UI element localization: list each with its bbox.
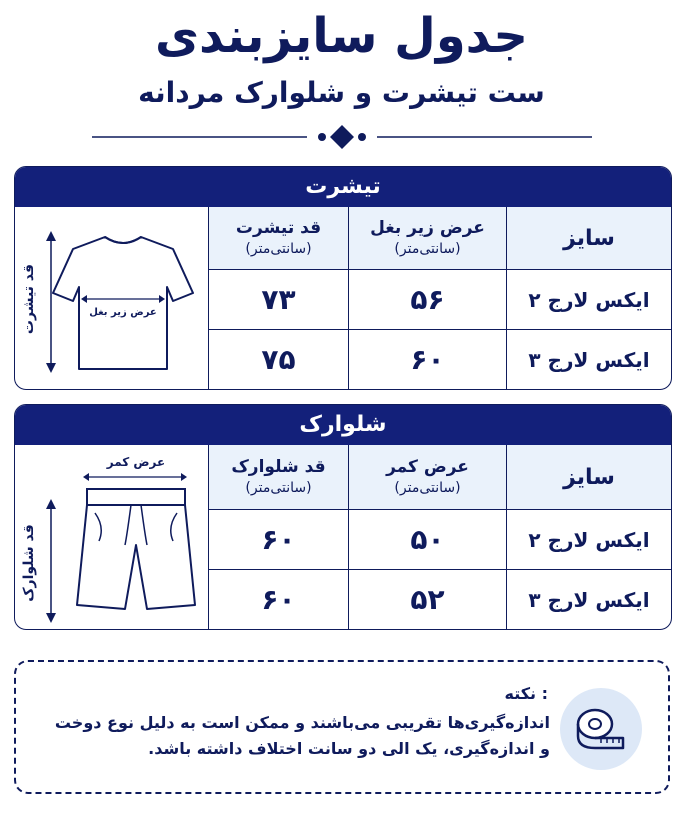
shorts-size-card xyxy=(14,404,672,630)
shorts-col-size-header: سایز xyxy=(506,445,671,509)
decorative-divider xyxy=(92,122,592,152)
table-row-cell: ۳ ایکس لارج xyxy=(506,329,671,389)
tshirt-section-title: تیشرت xyxy=(15,167,671,207)
shorts-col-height-header: قد شلوارک (سانتی‌متر) xyxy=(208,445,348,509)
table-row-cell: ۲ ایکس لارج xyxy=(506,269,671,329)
page-subtitle: ست تیشرت و شلوارک مردانه xyxy=(138,76,545,109)
table-row-cell: ۷۵ xyxy=(208,329,348,389)
tshirt-col-height-header: قد تیشرت (سانتی‌متر) xyxy=(208,207,348,269)
table-row-cell: ۲ ایکس لارج xyxy=(506,509,671,569)
table-row-cell: ۶۰ xyxy=(348,329,506,389)
shorts-icon xyxy=(15,445,208,629)
tshirt-width-label: عرض زیر بغل xyxy=(89,307,157,318)
table-row-cell: ۵۰ xyxy=(348,509,506,569)
table-row-cell: ۶۰ xyxy=(208,509,348,569)
note-box xyxy=(14,660,670,794)
shorts-section-title: شلوارک xyxy=(15,405,671,445)
tshirt-icon xyxy=(15,207,208,389)
table-row-cell: ۵۶ xyxy=(348,269,506,329)
note-title: نکته : xyxy=(504,684,548,703)
tshirt-height-label: قد تیشرت xyxy=(21,263,37,335)
tshirt-illustration xyxy=(15,207,208,389)
shorts-illustration xyxy=(15,445,208,629)
shorts-height-label: قد شلوارک xyxy=(21,524,37,602)
shorts-col-waist-header: عرض کمر (سانتی‌متر) xyxy=(348,445,506,509)
table-row-cell: ۶۰ xyxy=(208,569,348,629)
table-row-cell: ۳ ایکس لارج xyxy=(506,569,671,629)
measuring-tape-icon xyxy=(560,688,642,770)
tshirt-col-size-header: سایز xyxy=(506,207,671,269)
page-title: جدول سایزبندی xyxy=(155,8,528,64)
table-row-cell: ۷۳ xyxy=(208,269,348,329)
table-row-cell: ۵۲ xyxy=(348,569,506,629)
shorts-waist-label: عرض کمر xyxy=(106,455,166,469)
tshirt-size-card xyxy=(14,166,672,390)
tshirt-col-width-header: عرض زیر بغل (سانتی‌متر) xyxy=(348,207,506,269)
note-text: اندازه‌گیری‌ها تقریبی می‌باشند و ممکن است به دلیل نوع دوخت و اندازه‌گیری، یک الی دو سانت اختلاف داشته باشد. xyxy=(54,713,550,758)
